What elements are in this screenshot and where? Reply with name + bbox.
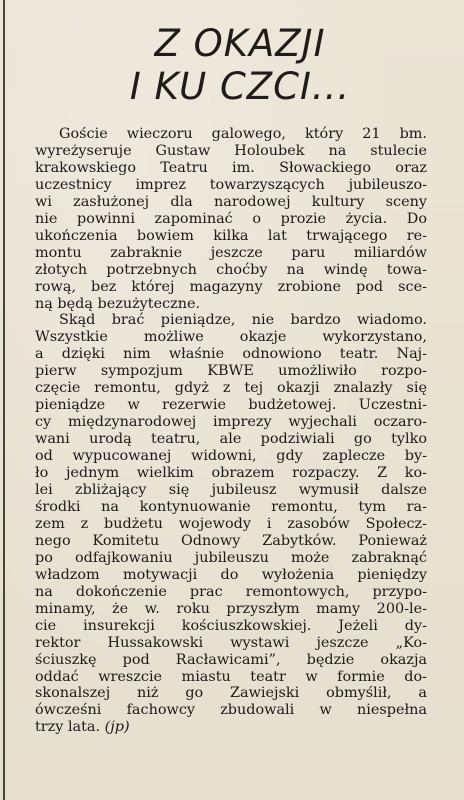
article-line: Skąd brać pieniądze, nie bardzo wiadomo. (59, 312, 427, 329)
article-line: władzom motywacji do wyłożenia pieniędzy (35, 566, 427, 583)
article-line: ło jednym wielkim obrazem rozpaczy. Z ko- (35, 465, 427, 482)
article-paragraph-2 (35, 312, 427, 736)
article-line: trzy lata. (jp) (35, 719, 130, 736)
article-line: środki na kontynuowanie remontu, tym ra- (35, 498, 427, 515)
article-line: częcie remontu, gdyż z tej okazji znalazły się (35, 380, 427, 397)
article-line: krakowskiego Teatru im. Słowackiego oraz (35, 159, 427, 176)
article-line: wani urodą teatru, ale podziwiali go tylko (35, 431, 427, 448)
page-edge-rule (3, 0, 5, 800)
article-line: ną będą bezużyteczne. (35, 295, 201, 312)
article-line: minamy, że w. roku przyszłym mamy 200-le- (35, 600, 427, 617)
article-line: po odfajkowaniu jubileuszu może zabraknąć (35, 549, 427, 566)
article-line: złotych potrzebnych choćby na windę towa- (35, 261, 427, 278)
article-line: zem z budżetu wojewody i zasobów Społecz- (35, 515, 427, 532)
article-line: pieniądze w rezerwie budżetowej. Uczestni- (35, 397, 427, 414)
author-signature: (jp) (104, 719, 130, 736)
article-line: Wszystkie możliwe okazje wykorzystano, (35, 329, 427, 346)
article-line: wyreżyseruje Gustaw Holoubek na stulecie (35, 142, 427, 159)
article-line: na dokończenie prac remontowych, przypo- (35, 583, 427, 600)
article-line: nie powinni zapominać o prozie życia. Do (35, 210, 427, 227)
article-line: pierw sympozjum KBWE umożliwiło rozpo- (35, 363, 427, 380)
article-line: wi zasłużonej dla narodowej kultury sceny (35, 193, 427, 210)
headline-line-1: Z OKAZJI (154, 22, 326, 65)
article-line: uczestnicy imprez towarzyszących jubileuszo- (35, 176, 427, 193)
article-line: ukończenia bowiem kilka lat trwającego re- (35, 227, 427, 244)
article-line: cy międzynarodowej imprezy wyjechali oczaro- (35, 414, 427, 431)
article-line: nego Komitetu Odnowy Zabytków. Ponieważ (35, 532, 427, 549)
article-line: skonalszej niż go Zawiejski obmyślił, a (35, 685, 427, 702)
article-paragraph-1 (35, 126, 427, 312)
article-line: cie insurekcji kościuszkowskiej. Jeżeli dy- (35, 617, 427, 634)
article-line: lei zbliżający się jubileusz wymusił dalsze (35, 482, 427, 499)
article-body (35, 126, 427, 736)
article-line: rową, bez której magazyny zrobione pod sce- (35, 278, 427, 295)
article-line: oddać wreszcie miastu teatr w formie do- (35, 668, 427, 685)
headline (90, 22, 390, 108)
headline-line-2: I KU CZCI... (129, 65, 351, 108)
article-line: rektor Hussakowski wystawi jeszcze „Ko- (35, 634, 427, 651)
article-line: ściuszkę pod Racławicami”, będzie okazja (35, 651, 427, 668)
article-line: Goście wieczoru galowego, który 21 bm. (59, 126, 427, 142)
article-line: a dzięki nim właśnie odnowiono teatr. Naj- (35, 346, 427, 363)
article-line: montu zabraknie jeszcze paru miliardów (35, 244, 427, 261)
article-line: ówcześni fachowcy zbudowali w niespełna (35, 702, 427, 719)
article-line: od wypucowanej widowni, gdy zaplecze by- (35, 448, 427, 465)
